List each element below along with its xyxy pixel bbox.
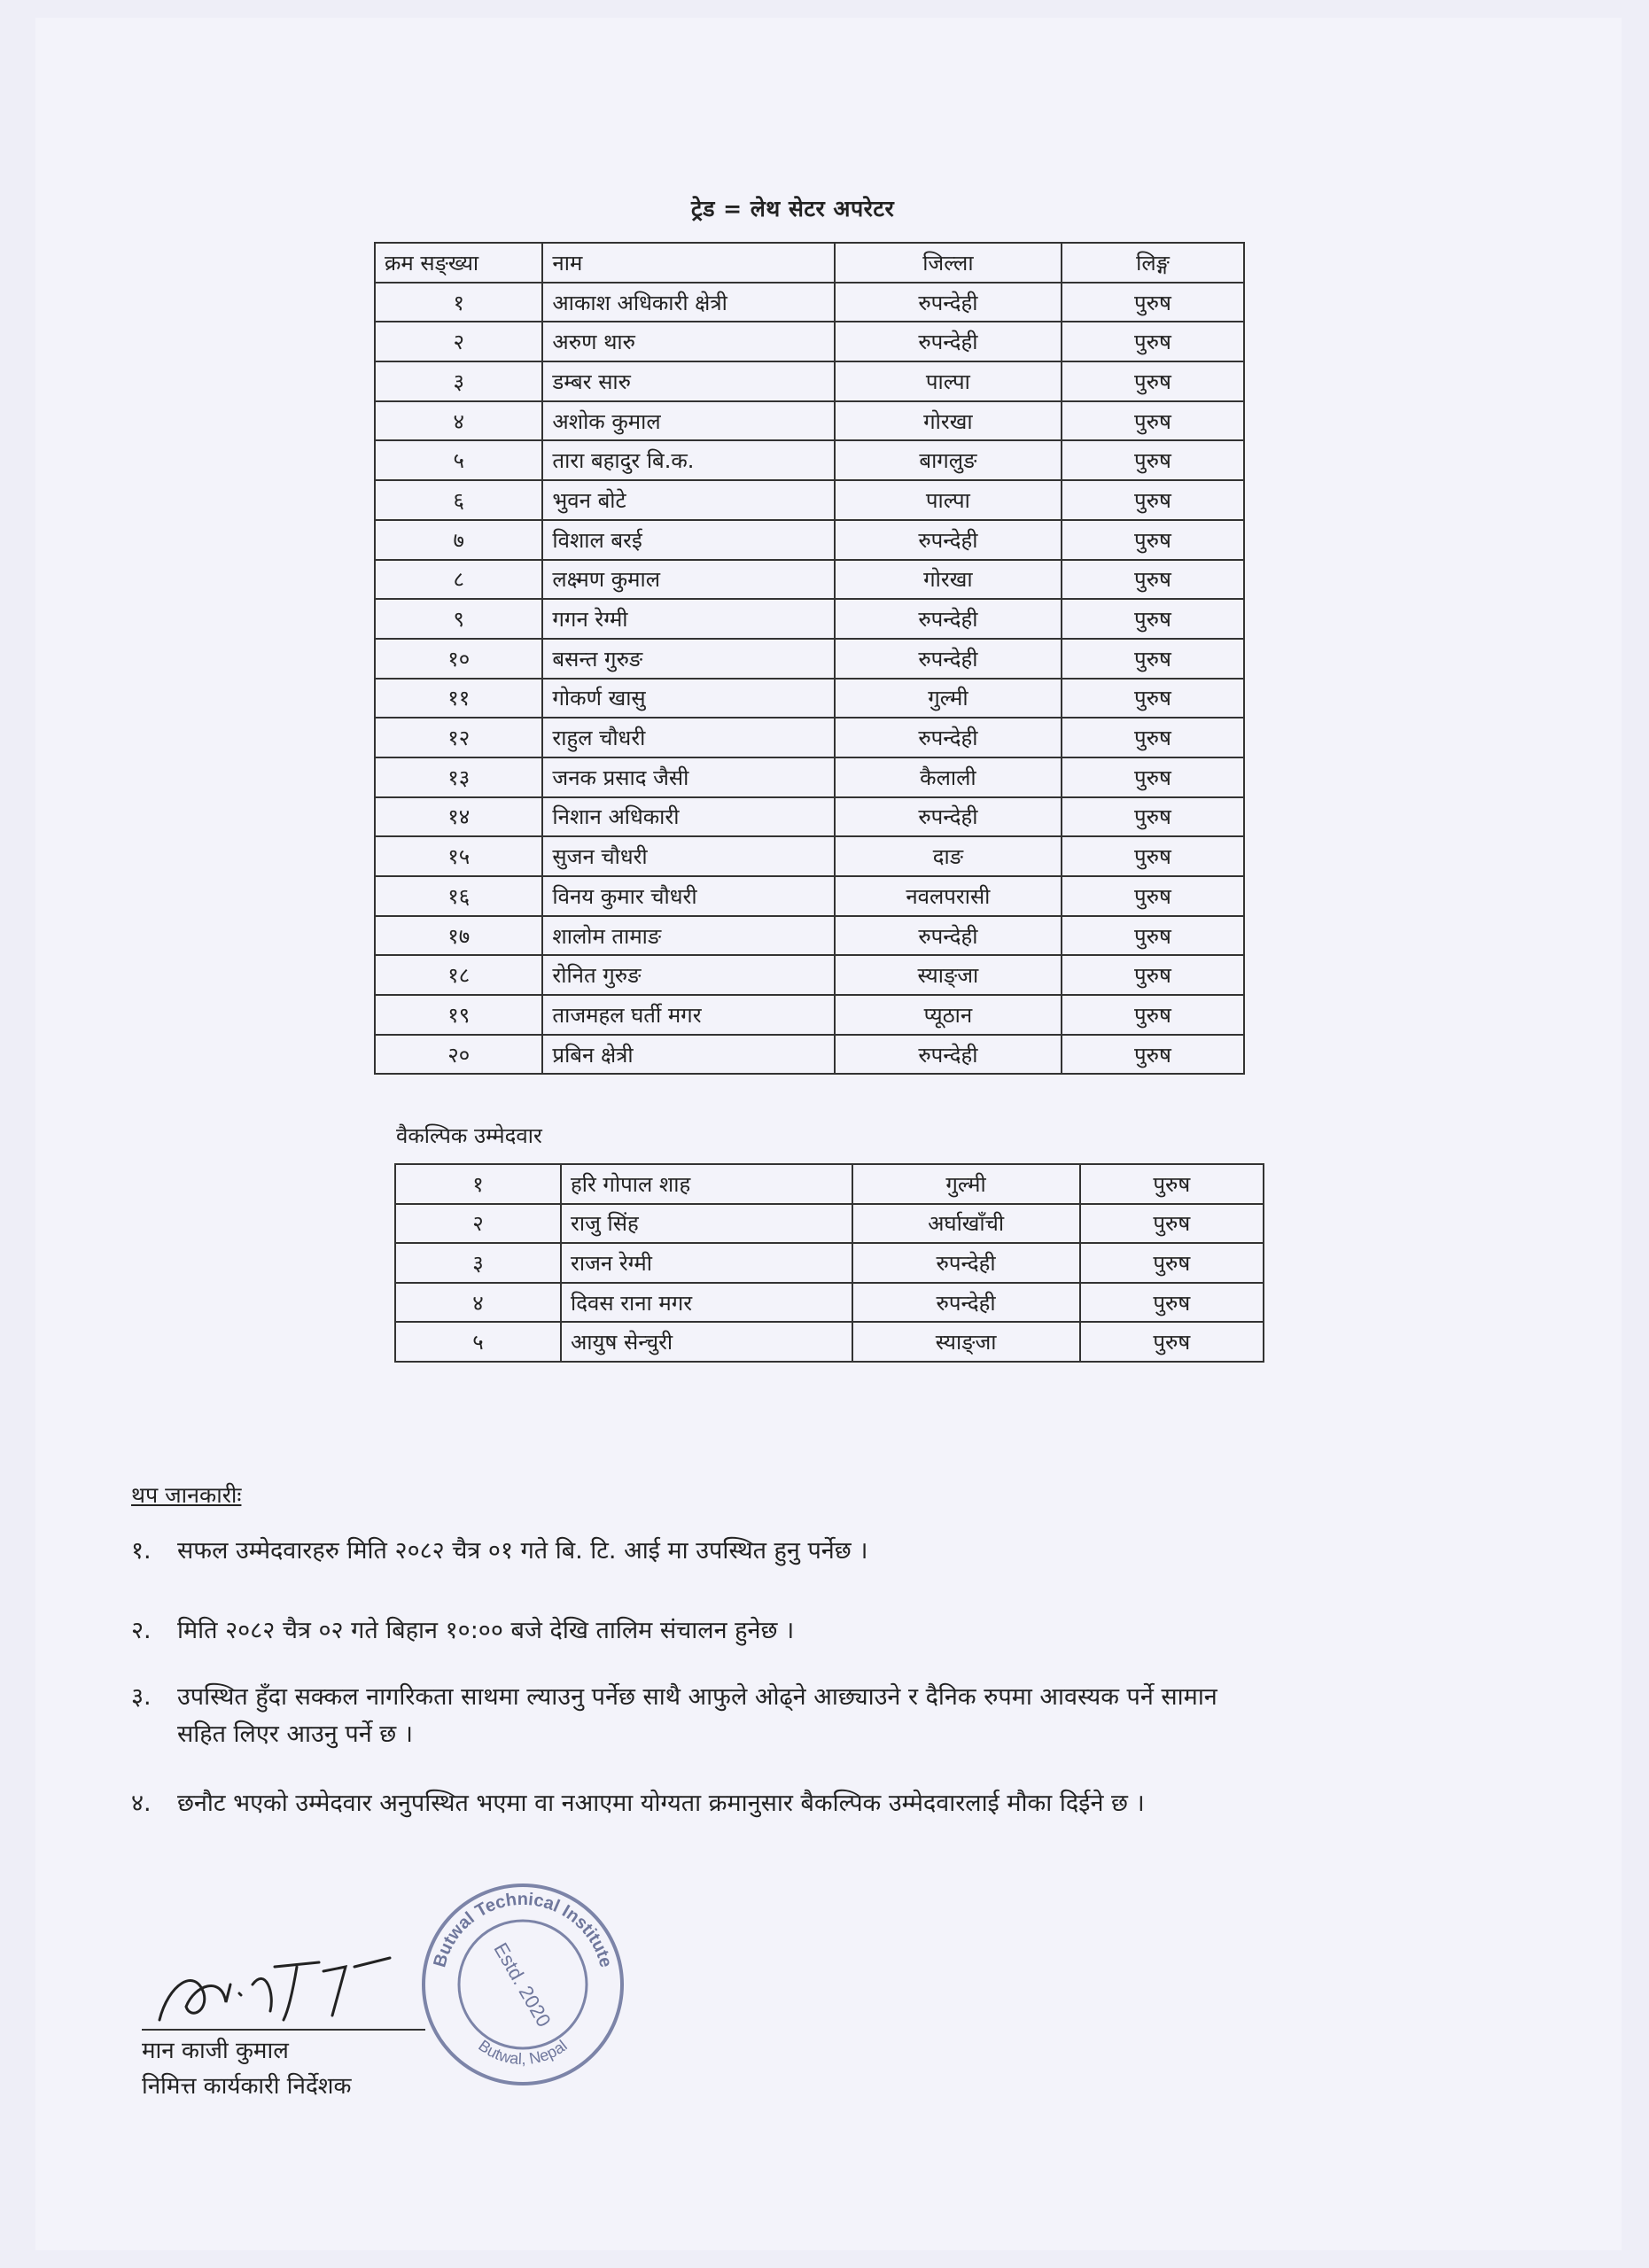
row-district: रुपन्देही (835, 520, 1062, 560)
row-num: ५ (395, 1322, 561, 1362)
row-gender: पुरुष (1062, 955, 1244, 995)
row-district: दाङ (835, 836, 1062, 876)
header-num: क्रम सङ्ख्या (375, 243, 542, 283)
info-heading: थप जानकारीः (131, 1482, 242, 1508)
row-num: ३ (395, 1243, 561, 1283)
table-row (375, 679, 1244, 718)
row-gender: पुरुष (1062, 916, 1244, 956)
row-num: २० (375, 1035, 542, 1075)
signature-mark (142, 1931, 408, 2029)
row-gender: पुरुष (1062, 995, 1244, 1035)
row-district: रुपन्देही (835, 718, 1062, 757)
row-num: ४ (395, 1283, 561, 1323)
note-number: २. (131, 1617, 152, 1644)
note-text: उपस्थित हुँदा सक्कल नागरिकता साथमा ल्याउनु पर्नेछ साथै आफुले ओढ्ने आछ्याउने र दैनिक रुपमा आवस्यक पर्ने सामान (177, 1683, 1217, 1711)
row-gender: पुरुष (1062, 599, 1244, 639)
row-gender: पुरुष (1062, 560, 1244, 600)
row-gender: पुरुष (1080, 1164, 1264, 1204)
table-row (395, 1164, 1264, 1204)
row-district: पाल्पा (835, 480, 1062, 520)
row-num: ३ (375, 361, 542, 401)
note-2 (131, 1612, 1549, 1650)
table-row (375, 560, 1244, 600)
alternate-heading: वैकल्पिक उम्मेदवार (396, 1123, 542, 1148)
row-num: १३ (375, 757, 542, 797)
row-district: रुपन्देही (835, 1035, 1062, 1075)
row-num: ९ (375, 599, 542, 639)
row-gender: पुरुष (1080, 1283, 1264, 1323)
note-4 (131, 1785, 1549, 1822)
note-text: मिति २०८२ चैत्र ०२ गते बिहान १०:०० बजे देखि तालिम संचालन हुनेछ । (177, 1617, 795, 1644)
table-row (395, 1204, 1264, 1244)
row-num: ४ (375, 401, 542, 441)
note-continuation: सहित लिएर आउनु पर्ने छ । (177, 1720, 414, 1748)
row-name: आयुष सेन्चुरी (561, 1322, 852, 1362)
row-gender: पुरुष (1062, 836, 1244, 876)
alternate-table-body (395, 1164, 1264, 1362)
row-district: प्यूठान (835, 995, 1062, 1035)
row-gender: पुरुष (1062, 876, 1244, 916)
row-name: शालोम तामाङ (542, 916, 834, 956)
row-num: ७ (375, 520, 542, 560)
row-district: गुल्मी (852, 1164, 1080, 1204)
row-gender: पुरुष (1062, 679, 1244, 718)
row-gender: पुरुष (1062, 718, 1244, 757)
row-name: डम्बर सारु (542, 361, 834, 401)
row-name: जनक प्रसाद जैसी (542, 757, 834, 797)
row-num: ११ (375, 679, 542, 718)
row-num: १२ (375, 718, 542, 757)
candidate-table-body (375, 283, 1244, 1075)
trade-title: ट्रेड = लेथ सेटर अपरेटर (691, 196, 895, 221)
row-district: बागलुङ (835, 440, 1062, 480)
row-district: रुपन्देही (835, 283, 1062, 322)
row-name: सुजन चौधरी (542, 836, 834, 876)
row-district: रुपन्देही (835, 599, 1062, 639)
table-row (375, 955, 1244, 995)
table-row (375, 876, 1244, 916)
row-gender: पुरुष (1062, 480, 1244, 520)
row-gender: पुरुष (1080, 1322, 1264, 1362)
row-gender: पुरुष (1062, 361, 1244, 401)
signature-line (142, 2029, 425, 2031)
svg-text:Butwal Technical Institute (430, 1890, 615, 1969)
row-district: गोरखा (835, 401, 1062, 441)
row-num: २ (395, 1204, 561, 1244)
row-num: ६ (375, 480, 542, 520)
row-name: हरि गोपाल शाह (561, 1164, 852, 1204)
row-name: दिवस राना मगर (561, 1283, 852, 1323)
row-num: ५ (375, 440, 542, 480)
header-gender: लिङ्ग (1062, 243, 1244, 283)
table-row (375, 718, 1244, 757)
row-name: गगन रेग्मी (542, 599, 834, 639)
row-district: स्याङ्जा (835, 955, 1062, 995)
row-name: भुवन बोटे (542, 480, 834, 520)
row-district: पाल्पा (835, 361, 1062, 401)
table-row (375, 916, 1244, 956)
row-district: रुपन्देही (835, 639, 1062, 679)
row-num: १५ (375, 836, 542, 876)
row-num: १६ (375, 876, 542, 916)
row-num: ८ (375, 560, 542, 600)
table-row (375, 361, 1244, 401)
header-district: जिल्ला (835, 243, 1062, 283)
table-row (395, 1283, 1264, 1323)
signatory-name: मान काजी कुमाल (142, 2038, 289, 2064)
row-name: ताजमहल घर्ती मगर (542, 995, 834, 1035)
row-district: रुपन्देही (835, 322, 1062, 361)
row-name: लक्ष्मण कुमाल (542, 560, 834, 600)
table-header-row (375, 243, 1244, 283)
row-district: रुपन्देही (852, 1283, 1080, 1323)
row-gender: पुरुष (1080, 1204, 1264, 1244)
institute-stamp (416, 1878, 629, 2091)
row-district: रुपन्देही (852, 1243, 1080, 1283)
stamp-line-1: Butwal Technical Institute (430, 1889, 616, 1970)
row-name: विशाल बरई (542, 520, 834, 560)
row-district: रुपन्देही (835, 797, 1062, 837)
table-row (375, 836, 1244, 876)
signatory-title: निमित्त कार्यकारी निर्देशक (142, 2073, 352, 2100)
table-row (375, 1035, 1244, 1075)
row-num: १० (375, 639, 542, 679)
row-num: १ (395, 1164, 561, 1204)
candidate-table (374, 242, 1245, 1075)
row-gender: पुरुष (1062, 401, 1244, 441)
table-row (395, 1322, 1264, 1362)
row-district: गोरखा (835, 560, 1062, 600)
row-gender: पुरुष (1062, 1035, 1244, 1075)
row-num: १७ (375, 916, 542, 956)
alternate-table (394, 1163, 1264, 1363)
note-number: ४. (131, 1790, 152, 1817)
row-gender: पुरुष (1080, 1243, 1264, 1283)
note-3 (131, 1679, 1549, 1753)
row-district: रुपन्देही (835, 916, 1062, 956)
row-gender: पुरुष (1062, 322, 1244, 361)
table-row (375, 283, 1244, 322)
row-name: आकाश अधिकारी क्षेत्री (542, 283, 834, 322)
row-gender: पुरुष (1062, 797, 1244, 837)
row-name: तारा बहादुर बि.क. (542, 440, 834, 480)
row-district: कैलाली (835, 757, 1062, 797)
row-gender: पुरुष (1062, 283, 1244, 322)
row-name: विनय कुमार चौधरी (542, 876, 834, 916)
note-number: १. (131, 1537, 152, 1565)
note-text: सफल उम्मेदवारहरु मिति २०८२ चैत्र ०१ गते बि. टि. आई मा उपस्थित हुनु पर्नेछ । (177, 1537, 868, 1565)
row-num: १९ (375, 995, 542, 1035)
row-gender: पुरुष (1062, 440, 1244, 480)
header-name: नाम (542, 243, 834, 283)
table-row (395, 1243, 1264, 1283)
row-num: २ (375, 322, 542, 361)
table-row (375, 639, 1244, 679)
row-name: रोनित गुरुङ (542, 955, 834, 995)
row-name: गोकर्ण खासु (542, 679, 834, 718)
note-text: छनौट भएको उम्मेदवार अनुपस्थित भएमा वा नआएमा योग्यता क्रमानुसार बैकल्पिक उम्मेदवारलाई मौका दिईने छ । (177, 1790, 1145, 1817)
note-number: ३. (131, 1683, 152, 1711)
row-district: नवलपरासी (835, 876, 1062, 916)
row-gender: पुरुष (1062, 520, 1244, 560)
row-name: राहुल चौधरी (542, 718, 834, 757)
row-name: राजु सिंह (561, 1204, 852, 1244)
note-1 (131, 1533, 1549, 1570)
row-num: १८ (375, 955, 542, 995)
row-district: गुल्मी (835, 679, 1062, 718)
row-name: अरुण थारु (542, 322, 834, 361)
row-gender: पुरुष (1062, 639, 1244, 679)
svg-text:Butwal, Nepal (475, 2037, 570, 2068)
row-num: १४ (375, 797, 542, 837)
stamp-line-2: Estd. 2020 (489, 1938, 556, 2031)
row-num: १ (375, 283, 542, 322)
row-name: निशान अधिकारी (542, 797, 834, 837)
table-row (375, 599, 1244, 639)
row-district: अर्घाखाँची (852, 1204, 1080, 1244)
stamp-line-3: Butwal, Nepal (475, 2036, 571, 2069)
row-district: स्याङ्जा (852, 1322, 1080, 1362)
table-row (375, 440, 1244, 480)
table-row (375, 995, 1244, 1035)
table-row (375, 322, 1244, 361)
row-name: अशोक कुमाल (542, 401, 834, 441)
row-name: प्रबिन क्षेत्री (542, 1035, 834, 1075)
table-row (375, 757, 1244, 797)
table-row (375, 480, 1244, 520)
row-gender: पुरुष (1062, 757, 1244, 797)
row-name: राजन रेग्मी (561, 1243, 852, 1283)
table-row (375, 520, 1244, 560)
row-name: बसन्त गुरुङ (542, 639, 834, 679)
table-row (375, 797, 1244, 837)
table-row (375, 401, 1244, 441)
signatory-block (142, 2033, 351, 2104)
